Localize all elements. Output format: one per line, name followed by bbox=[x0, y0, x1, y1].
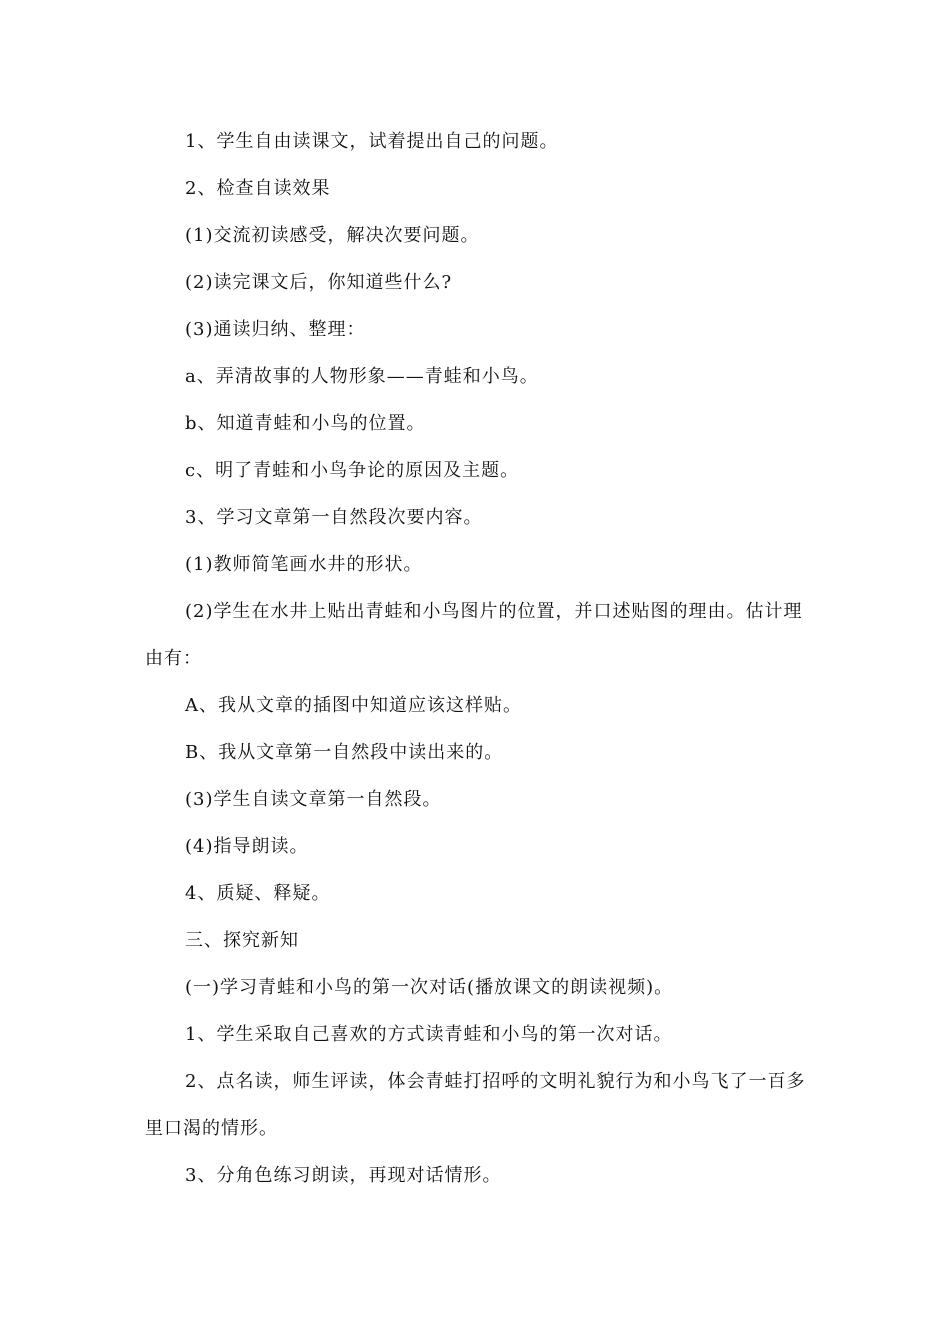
paragraph: 3、学习文章第一自然段次要内容。 bbox=[185, 507, 483, 528]
paragraph: 2、点名读，师生评读，体会青蛙打招呼的文明礼貌行为和小鸟飞了一百多里口渴的情形。 bbox=[145, 1071, 806, 1139]
paragraph: (一)学习青蛙和小鸟的第一次对话(播放课文的朗读视频)。 bbox=[185, 977, 674, 998]
paragraph: (2)读完课文后，你知道些什么? bbox=[185, 272, 453, 293]
section-heading: 三、探究新知 bbox=[185, 930, 299, 951]
paragraph: A、我从文章的插图中知道应该这样贴。 bbox=[185, 695, 522, 716]
paragraph: (1)交流初读感受，解决次要问题。 bbox=[185, 225, 480, 246]
paragraph: b、知道青蛙和小鸟的位置。 bbox=[185, 413, 426, 434]
paragraph: 3、分角色练习朗读，再现对话情形。 bbox=[185, 1165, 502, 1186]
paragraph: 2、检查自读效果 bbox=[185, 178, 331, 199]
paragraph: a、弄清故事的人物形象——青蛙和小鸟。 bbox=[185, 366, 539, 387]
paragraph: 1、学生采取自己喜欢的方式读青蛙和小鸟的第一次对话。 bbox=[185, 1024, 673, 1045]
paragraph: 1、学生自由读课文，试着提出自己的问题。 bbox=[185, 131, 559, 152]
paragraph: (3)通读归纳、整理： bbox=[185, 319, 366, 340]
paragraph: (2)学生在水井上贴出青蛙和小鸟图片的位置，并口述贴图的理由。估计理由有： bbox=[145, 601, 803, 669]
paragraph: (1)教师简笔画水井的形状。 bbox=[185, 554, 423, 575]
paragraph: 4、质疑、释疑。 bbox=[185, 883, 331, 904]
document-body bbox=[145, 118, 810, 1199]
paragraph: (3)学生自读文章第一自然段。 bbox=[185, 789, 442, 810]
paragraph: c、明了青蛙和小鸟争论的原因及主题。 bbox=[185, 460, 520, 481]
paragraph: (4)指导朗读。 bbox=[185, 836, 309, 857]
paragraph: B、我从文章第一自然段中读出来的。 bbox=[185, 742, 504, 763]
